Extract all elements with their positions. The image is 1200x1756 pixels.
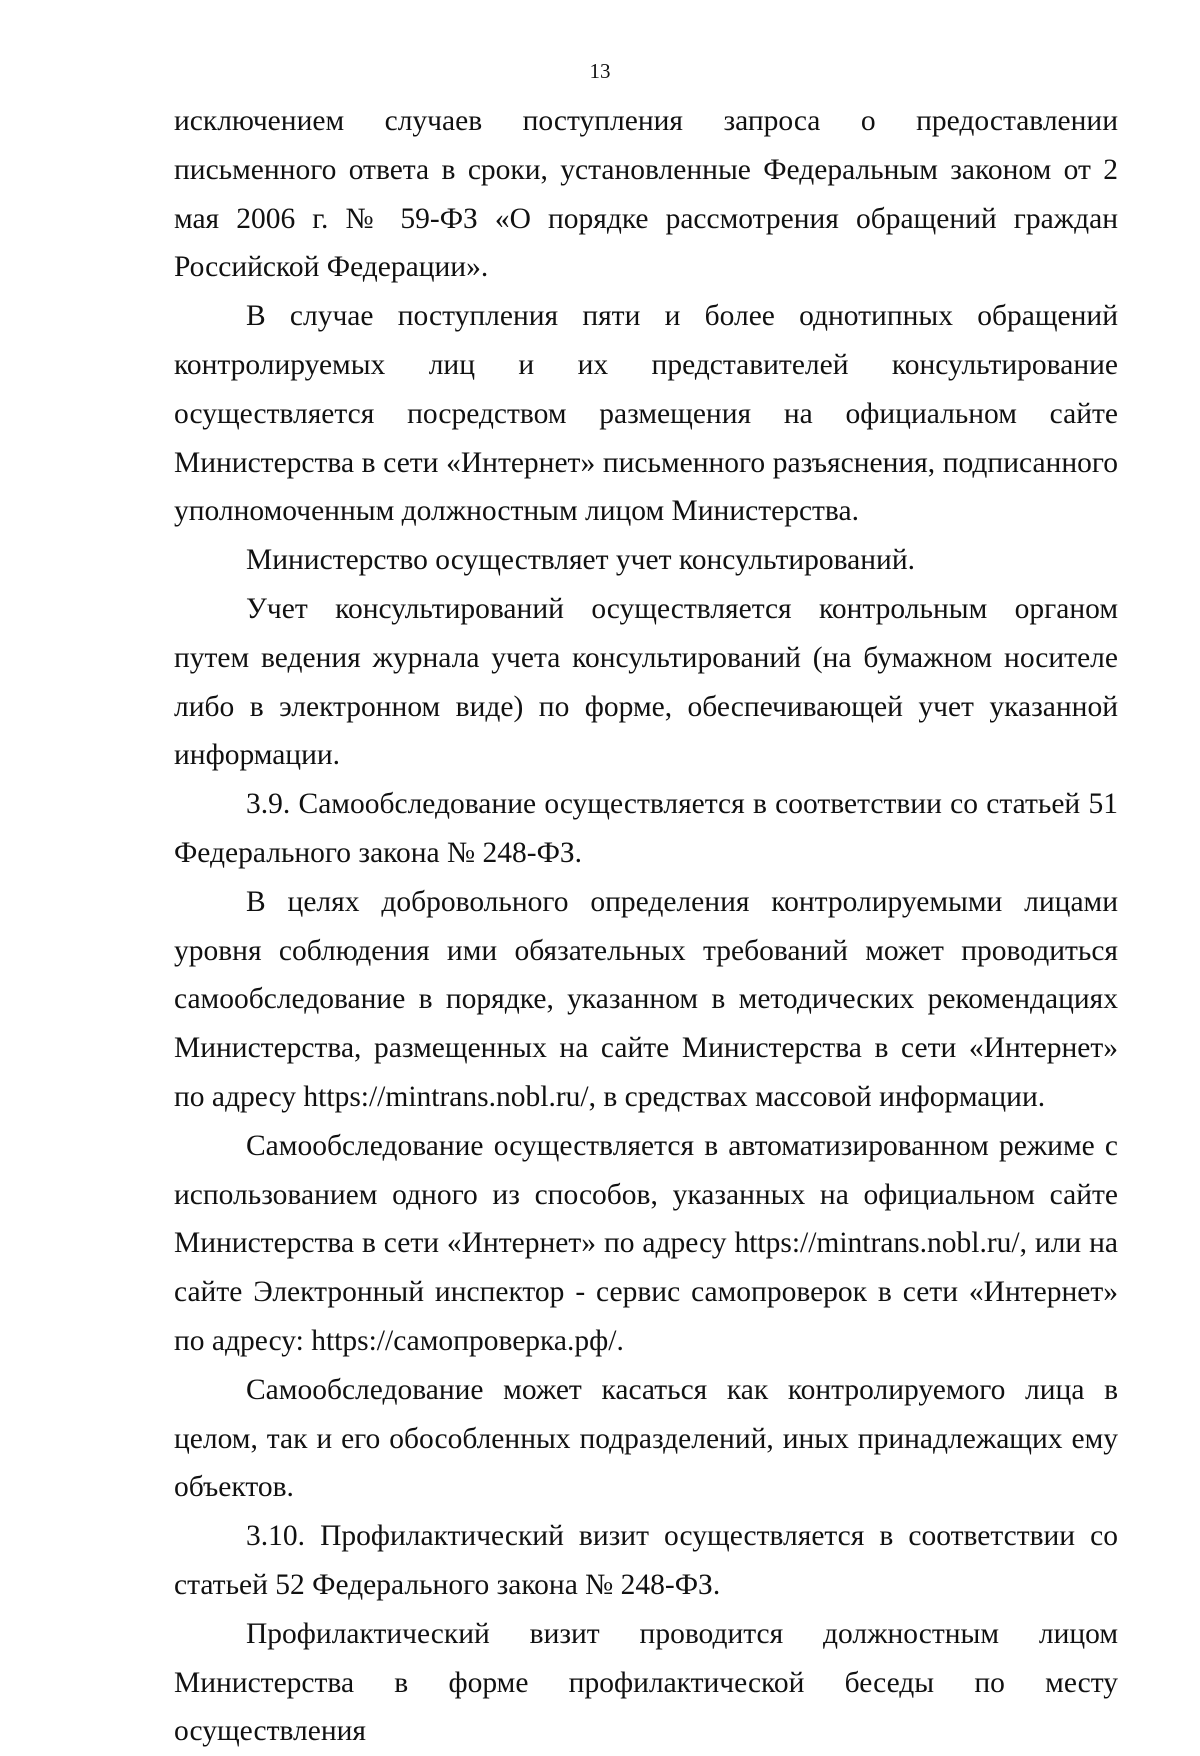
paragraph-10: Профилактический визит проводится должностным лицом Министерства в форме профилактической беседы по месту осуществления (174, 1617, 1118, 1748)
paragraph-2: В случае поступления пяти и более однотипных обращений контролируемых лиц и их представителей консультирование осуществляется посредством размещения на официальном сайте Министерства в сети «Интернет» письменного разъяснения, подписанного уполномоченным должностным лицом Министерства. (174, 300, 1118, 528)
paragraph-9: 3.10. Профилактический визит осуществляется в соответствии со статьей 52 Федерального закона № 248-ФЗ. (174, 1520, 1118, 1601)
paragraph-6: В целях добровольного определения контролируемыми лицами уровня соблюдения ими обязательных требований может проводиться самообследование в порядке, указанном в методических рекомендациях Министерства, размещенных на сайте Министерства в сети «Интернет» по адресу https://mintrans.nobl.ru/, в средствах массовой информации. (174, 885, 1118, 1113)
paragraph-4: Учет консультирований осуществляется контрольным органом путем ведения журнала учета консультирований (на бумажном носителе либо в электронном виде) по форме, обеспечивающей учет указанной информации. (174, 592, 1118, 772)
paragraph-8: Самообследование может касаться как контролируемого лица в целом, так и его обособленных подразделений, иных принадлежащих ему объектов. (174, 1373, 1118, 1504)
paragraph-5: 3.9. Самообследование осуществляется в соответствии со статьей 51 Федерального закона № 248-ФЗ. (174, 788, 1118, 869)
paragraph-1: исключением случаев поступления запроса о предоставлении письменного ответа в сроки, установленные Федеральным законом от 2 мая 2006 г. № 59-ФЗ «О порядке рассмотрения обращений граждан Российской Федерации». (174, 105, 1118, 284)
paragraph-3: Министерство осуществляет учет консультирований. (246, 544, 915, 577)
paragraph-7: Самообследование осуществляется в автоматизированном режиме с использованием одного из способов, указанных на официальном сайте Министерства в сети «Интернет» по адресу https://mintrans.nobl.ru/, или на сайте Электронный инспектор - сервис самопроверок в сети «Интернет» по адресу: https://самопроверка.рф/. (174, 1129, 1118, 1357)
page-number: 13 (589, 59, 611, 83)
document-body (174, 97, 1118, 1756)
